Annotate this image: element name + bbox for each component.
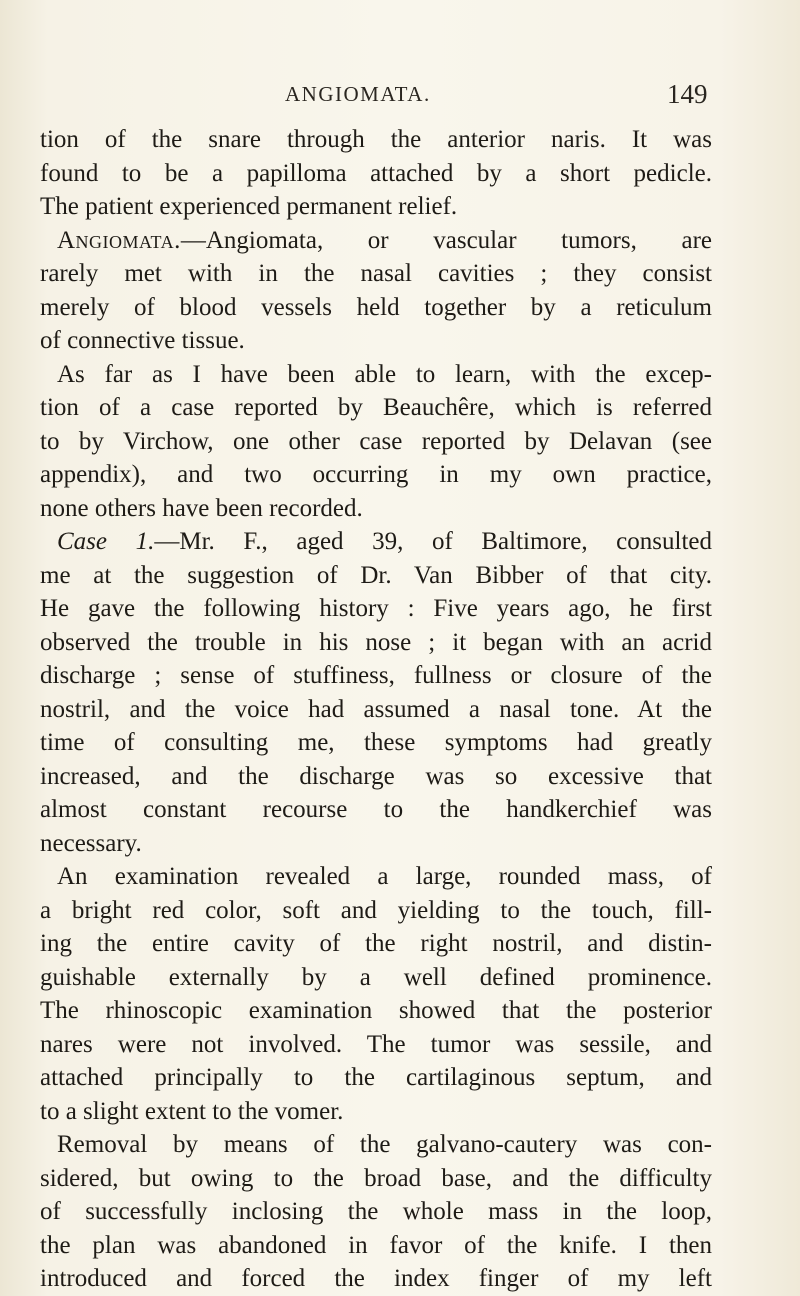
case-heading: Case 1.	[57, 528, 155, 555]
text-line: ing the entire cavity of the right nostril, and distin-	[40, 930, 712, 957]
text-line: As far as I have been able to learn, with the excep-	[57, 360, 712, 388]
text-line: tion of the snare through the anterior naris. It was	[40, 126, 712, 153]
text-line: He gave the following history : Five years ago, he first	[40, 595, 712, 622]
text-line: me at the suggestion of Dr. Van Bibber of that city.	[40, 561, 712, 589]
text-line: introduced and forced the index finger of my left	[40, 1265, 712, 1292]
page-number: 149	[667, 79, 708, 109]
text-line: Removal by means of the galvano-cautery was con-	[57, 1131, 712, 1158]
text-line: increased, and the discharge was so excessive that	[40, 762, 712, 790]
text-line: appendix), and two occurring in my own practice,	[40, 461, 712, 488]
text-line: time of consulting me, these symptoms had greatly	[40, 729, 712, 756]
text-line: to a slight extent to the vomer.	[40, 1097, 344, 1125]
text-line: sidered, but owing to the broad base, and the difficulty	[40, 1164, 712, 1192]
text-line: attached principally to the cartilaginous septum, and	[40, 1064, 712, 1091]
text-line	[40, 525, 712, 559]
text-line: rarely met with in the nasal cavities ; they consist	[40, 260, 712, 287]
text-line-continuation: —Angiomata, or vascular tumors, are	[180, 226, 712, 254]
body-text	[40, 123, 712, 1296]
text-line	[40, 224, 712, 258]
text-line: guishable externally by a well defined prominence.	[40, 963, 712, 991]
text-line: tion of a case reported by Beauchêre, which is referred	[40, 394, 712, 421]
text-line: of successfully inclosing the whole mass in the loop,	[40, 1198, 712, 1225]
text-line-continuation: —Mr. F., aged 39, of Baltimore, consulted	[154, 528, 712, 555]
text-line: none others have been recorded.	[40, 494, 363, 522]
text-line: a bright red color, soft and yielding to the touch, fill-	[40, 896, 712, 924]
running-head-title: ANGIOMATA.	[285, 82, 431, 106]
text-line: An examination revealed a large, rounded mass, of	[57, 863, 712, 890]
text-line: discharge ; sense of stuffiness, fullness or closure of the	[40, 662, 712, 689]
text-line: necessary.	[40, 829, 142, 857]
text-line: merely of blood vessels held together by a reticulum	[40, 293, 712, 321]
text-line: to by Virchow, one other case reported by Delavan (see	[40, 427, 712, 455]
text-line: found to be a papilloma attached by a short pedicle.	[40, 159, 712, 187]
text-line: nostril, and the voice had assumed a nasal tone. At the	[40, 695, 712, 723]
text-line: of connective tissue.	[40, 327, 245, 354]
running-head	[0, 79, 800, 112]
section-heading-angiomata: Angiomata.	[57, 226, 181, 254]
text-line: observed the trouble in his nose ; it began with an acrid	[40, 628, 712, 656]
text-line: almost constant recourse to the handkerchief was	[40, 796, 712, 823]
text-line: The rhinoscopic examination showed that the posterior	[40, 997, 712, 1024]
text-line: The patient experienced permanent relief.	[40, 193, 458, 220]
text-line: the plan was abandoned in favor of the knife. I then	[40, 1231, 712, 1259]
text-line: nares were not involved. The tumor was sessile, and	[40, 1030, 712, 1058]
